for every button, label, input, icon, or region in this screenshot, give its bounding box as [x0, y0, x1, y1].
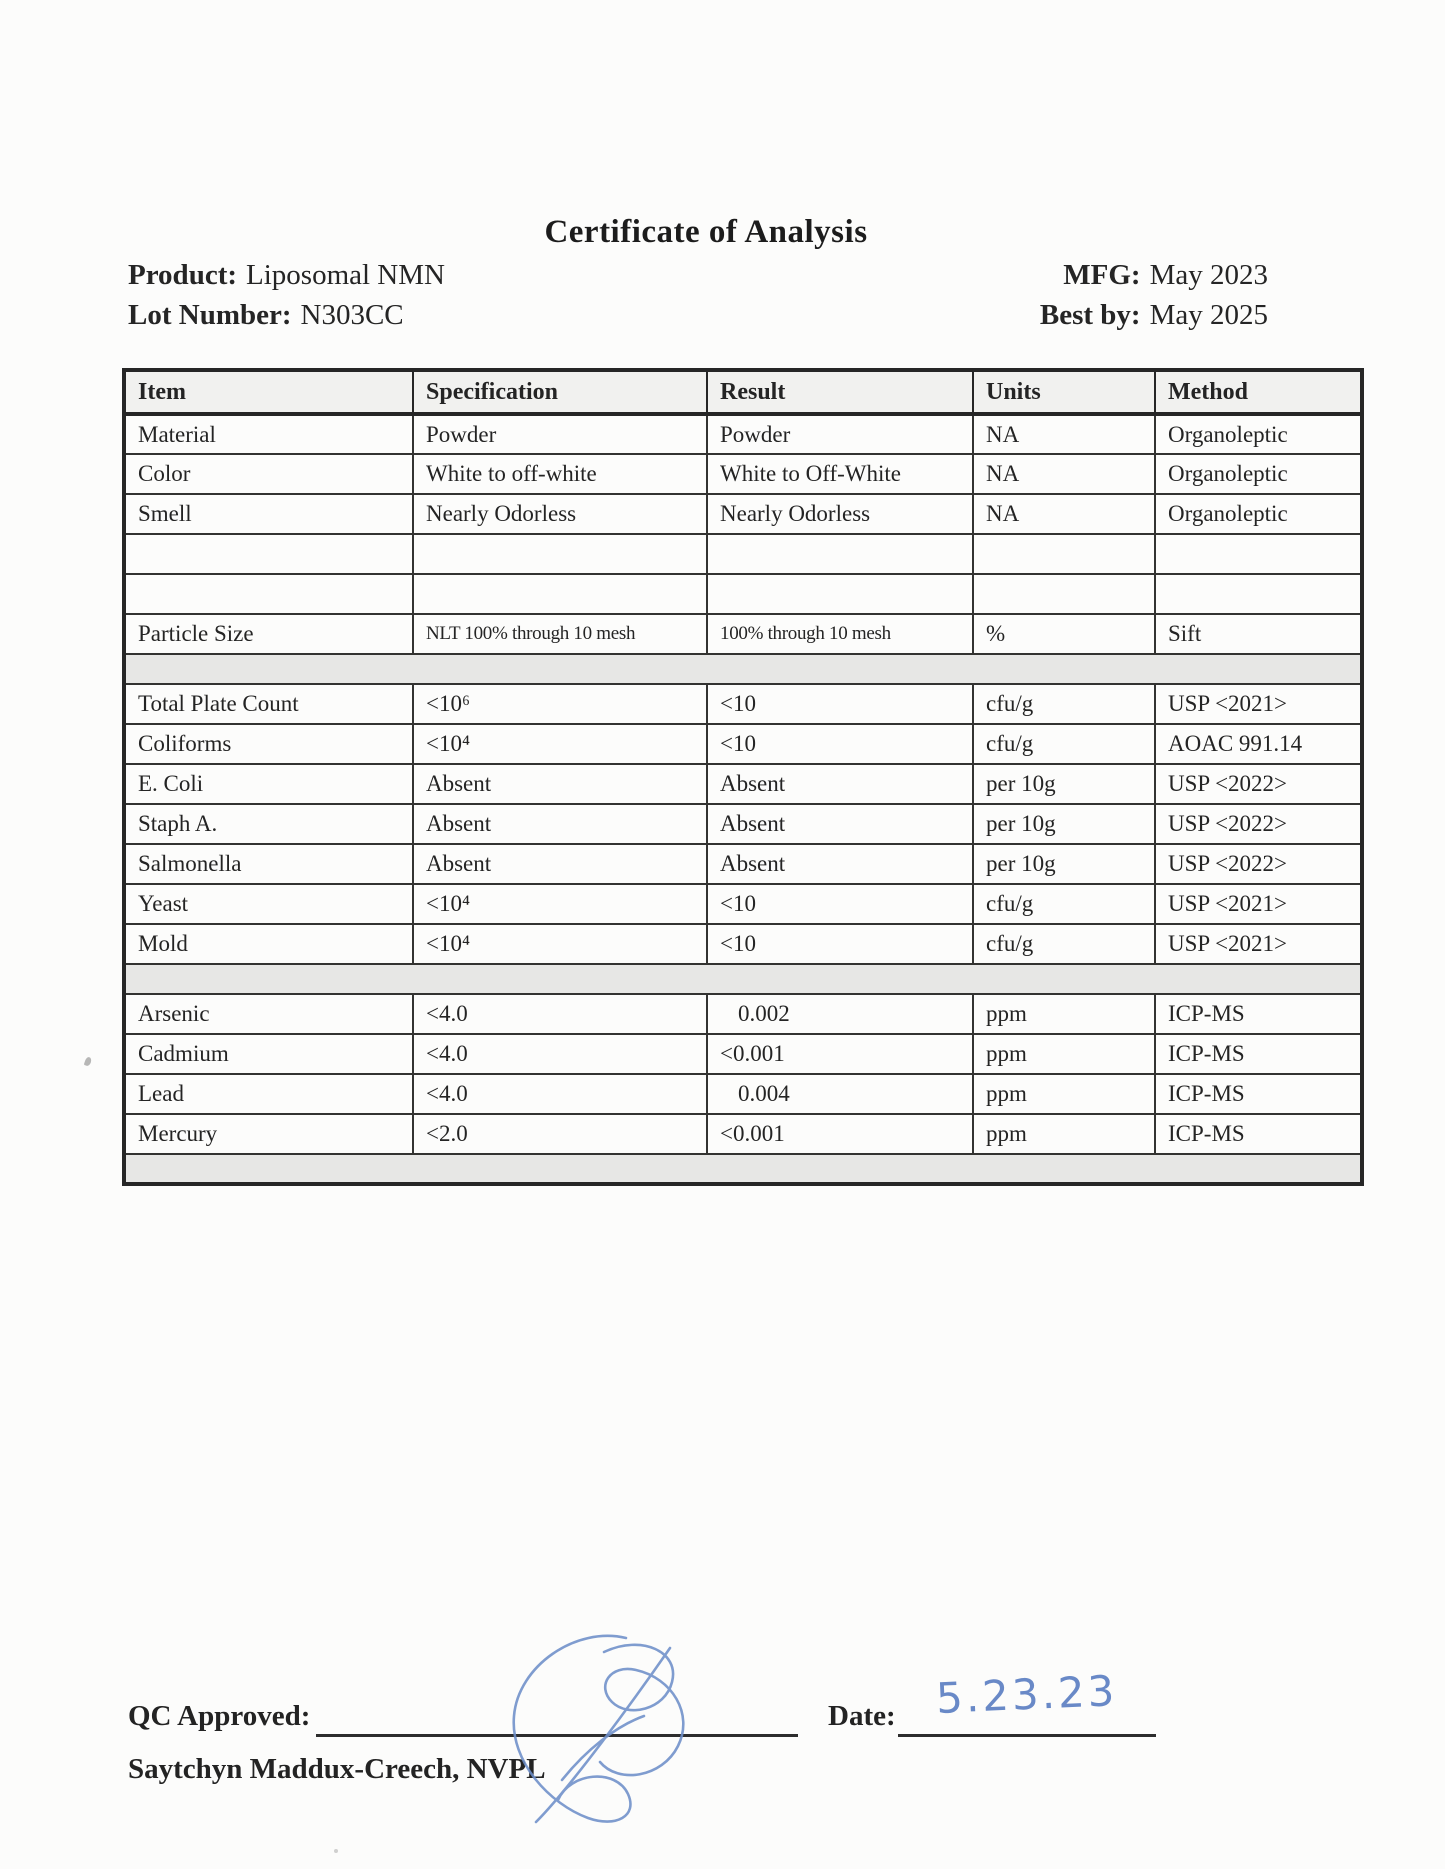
- cell-item: Arsenic: [124, 994, 413, 1034]
- cell-item: Material: [124, 414, 413, 454]
- cell-item: Color: [124, 454, 413, 494]
- cell-units: cfu/g: [973, 684, 1155, 724]
- lot-line: [128, 295, 445, 335]
- cell-units: ppm: [973, 1034, 1155, 1074]
- cell-units: NA: [973, 494, 1155, 534]
- lot-number-value: N303CC: [300, 299, 404, 331]
- cell-units: ppm: [973, 994, 1155, 1034]
- cell-specification: Powder: [413, 414, 707, 454]
- separator-cell: [124, 1154, 1362, 1184]
- column-header-result: Result: [707, 370, 973, 414]
- table-row: [124, 844, 1362, 884]
- cell-specification: White to off-white: [413, 454, 707, 494]
- mfg-label: MFG:: [1063, 259, 1141, 291]
- empty-row: [124, 534, 1362, 574]
- cell-units: [973, 534, 1155, 574]
- table-row: [124, 614, 1362, 654]
- cell-method: ICP-MS: [1155, 1114, 1362, 1154]
- cell-method: Organoleptic: [1155, 494, 1362, 534]
- cell-item: [124, 574, 413, 614]
- cell-result: Nearly Odorless: [707, 494, 973, 534]
- table-row: [124, 1074, 1362, 1114]
- date-line: [898, 1734, 1156, 1737]
- cell-result: Powder: [707, 414, 973, 454]
- scan-artifact: [84, 1056, 92, 1066]
- cell-result: 0.002: [707, 994, 973, 1034]
- cell-method: USP <2021>: [1155, 884, 1362, 924]
- cell-specification: [413, 574, 707, 614]
- cell-result: Absent: [707, 804, 973, 844]
- separator-row: [124, 654, 1362, 684]
- cell-result: [707, 574, 973, 614]
- best-by-line: [1040, 295, 1268, 335]
- cell-item: Lead: [124, 1074, 413, 1114]
- cell-specification: Nearly Odorless: [413, 494, 707, 534]
- cell-item: Mold: [124, 924, 413, 964]
- product-label: Product:: [128, 259, 238, 291]
- cell-item: Cadmium: [124, 1034, 413, 1074]
- cell-method: Organoleptic: [1155, 414, 1362, 454]
- cell-method: USP <2022>: [1155, 764, 1362, 804]
- cell-units: ppm: [973, 1114, 1155, 1154]
- cell-units: cfu/g: [973, 884, 1155, 924]
- coa-table: [122, 368, 1364, 1186]
- cell-units: cfu/g: [973, 924, 1155, 964]
- cell-item: Salmonella: [124, 844, 413, 884]
- cell-item: Yeast: [124, 884, 413, 924]
- cell-result: <0.001: [707, 1114, 973, 1154]
- qc-approver-name: Saytchyn Maddux-Creech, NVPL: [128, 1753, 546, 1785]
- cell-result: <10: [707, 724, 973, 764]
- date-info-block: [1040, 255, 1268, 335]
- mfg-value: May 2023: [1149, 259, 1268, 291]
- cell-specification: <10⁴: [413, 884, 707, 924]
- cell-method: USP <2022>: [1155, 804, 1362, 844]
- product-info-block: [128, 255, 445, 335]
- cell-units: NA: [973, 454, 1155, 494]
- table-row: [124, 884, 1362, 924]
- column-header-units: Units: [973, 370, 1155, 414]
- table-row: [124, 764, 1362, 804]
- cell-specification: <2.0: [413, 1114, 707, 1154]
- cell-units: ppm: [973, 1074, 1155, 1114]
- column-header-method: Method: [1155, 370, 1362, 414]
- signature-stroke: [600, 1645, 683, 1775]
- cell-specification: <10⁴: [413, 724, 707, 764]
- table-row: [124, 994, 1362, 1034]
- date-label: Date:: [828, 1700, 896, 1732]
- product-value: Liposomal NMN: [246, 259, 445, 291]
- signature-stroke: [562, 1716, 644, 1780]
- cell-specification: NLT 100% through 10 mesh: [413, 614, 707, 654]
- cell-method: [1155, 534, 1362, 574]
- handwritten-signature-icon: [466, 1630, 710, 1828]
- cell-specification: Absent: [413, 844, 707, 884]
- table-row: [124, 494, 1362, 534]
- cell-result: <10: [707, 884, 973, 924]
- cell-item: Particle Size: [124, 614, 413, 654]
- cell-item: [124, 534, 413, 574]
- separator-cell: [124, 964, 1362, 994]
- cell-units: NA: [973, 414, 1155, 454]
- cell-method: Sift: [1155, 614, 1362, 654]
- cell-method: USP <2022>: [1155, 844, 1362, 884]
- cell-item: Total Plate Count: [124, 684, 413, 724]
- cell-result: Absent: [707, 764, 973, 804]
- cell-units: %: [973, 614, 1155, 654]
- page-title: Certificate of Analysis: [544, 214, 868, 250]
- mfg-line: [1040, 255, 1268, 295]
- cell-units: per 10g: [973, 804, 1155, 844]
- separator-row: [124, 1154, 1362, 1184]
- table-header-row: [124, 370, 1362, 414]
- cell-result: Absent: [707, 844, 973, 884]
- cell-result: <0.001: [707, 1034, 973, 1074]
- cell-specification: Absent: [413, 764, 707, 804]
- cell-specification: <4.0: [413, 1074, 707, 1114]
- table-row: [124, 804, 1362, 844]
- table-row: [124, 724, 1362, 764]
- best-by-label: Best by:: [1039, 299, 1141, 331]
- cell-result: White to Off-White: [707, 454, 973, 494]
- cell-item: E. Coli: [124, 764, 413, 804]
- handwritten-date: 5.23.23: [935, 1666, 1119, 1723]
- cell-specification: [413, 534, 707, 574]
- cell-method: ICP-MS: [1155, 994, 1362, 1034]
- best-by-value: May 2025: [1149, 299, 1268, 331]
- cell-specification: Absent: [413, 804, 707, 844]
- cell-specification: <10⁴: [413, 924, 707, 964]
- cell-item: Staph A.: [124, 804, 413, 844]
- cell-result: <10: [707, 684, 973, 724]
- cell-specification: <10⁶: [413, 684, 707, 724]
- cell-method: ICP-MS: [1155, 1034, 1362, 1074]
- separator-cell: [124, 654, 1362, 684]
- table-row: [124, 454, 1362, 494]
- cell-specification: <4.0: [413, 994, 707, 1034]
- cell-method: [1155, 574, 1362, 614]
- cell-units: per 10g: [973, 764, 1155, 804]
- column-header-item: Item: [124, 370, 413, 414]
- cell-result: 100% through 10 mesh: [707, 614, 973, 654]
- cell-result: [707, 534, 973, 574]
- cell-method: Organoleptic: [1155, 454, 1362, 494]
- cell-item: Mercury: [124, 1114, 413, 1154]
- cell-units: [973, 574, 1155, 614]
- lot-number-label: Lot Number:: [128, 299, 292, 331]
- cell-result: <10: [707, 924, 973, 964]
- product-line: [128, 255, 445, 295]
- empty-row: [124, 574, 1362, 614]
- cell-specification: <4.0: [413, 1034, 707, 1074]
- coa-table-body: [124, 414, 1362, 1184]
- qc-approved-label: QC Approved:: [128, 1700, 311, 1732]
- table-row: [124, 684, 1362, 724]
- table-row: [124, 1034, 1362, 1074]
- cell-units: per 10g: [973, 844, 1155, 884]
- table-row: [124, 414, 1362, 454]
- table-row: [124, 1114, 1362, 1154]
- cell-method: ICP-MS: [1155, 1074, 1362, 1114]
- cell-method: USP <2021>: [1155, 684, 1362, 724]
- separator-row: [124, 964, 1362, 994]
- cell-method: USP <2021>: [1155, 924, 1362, 964]
- cell-method: AOAC 991.14: [1155, 724, 1362, 764]
- cell-item: Coliforms: [124, 724, 413, 764]
- cell-units: cfu/g: [973, 724, 1155, 764]
- column-header-specification: Specification: [413, 370, 707, 414]
- cell-result: 0.004: [707, 1074, 973, 1114]
- scan-artifact: [334, 1849, 338, 1853]
- cell-item: Smell: [124, 494, 413, 534]
- table-row: [124, 924, 1362, 964]
